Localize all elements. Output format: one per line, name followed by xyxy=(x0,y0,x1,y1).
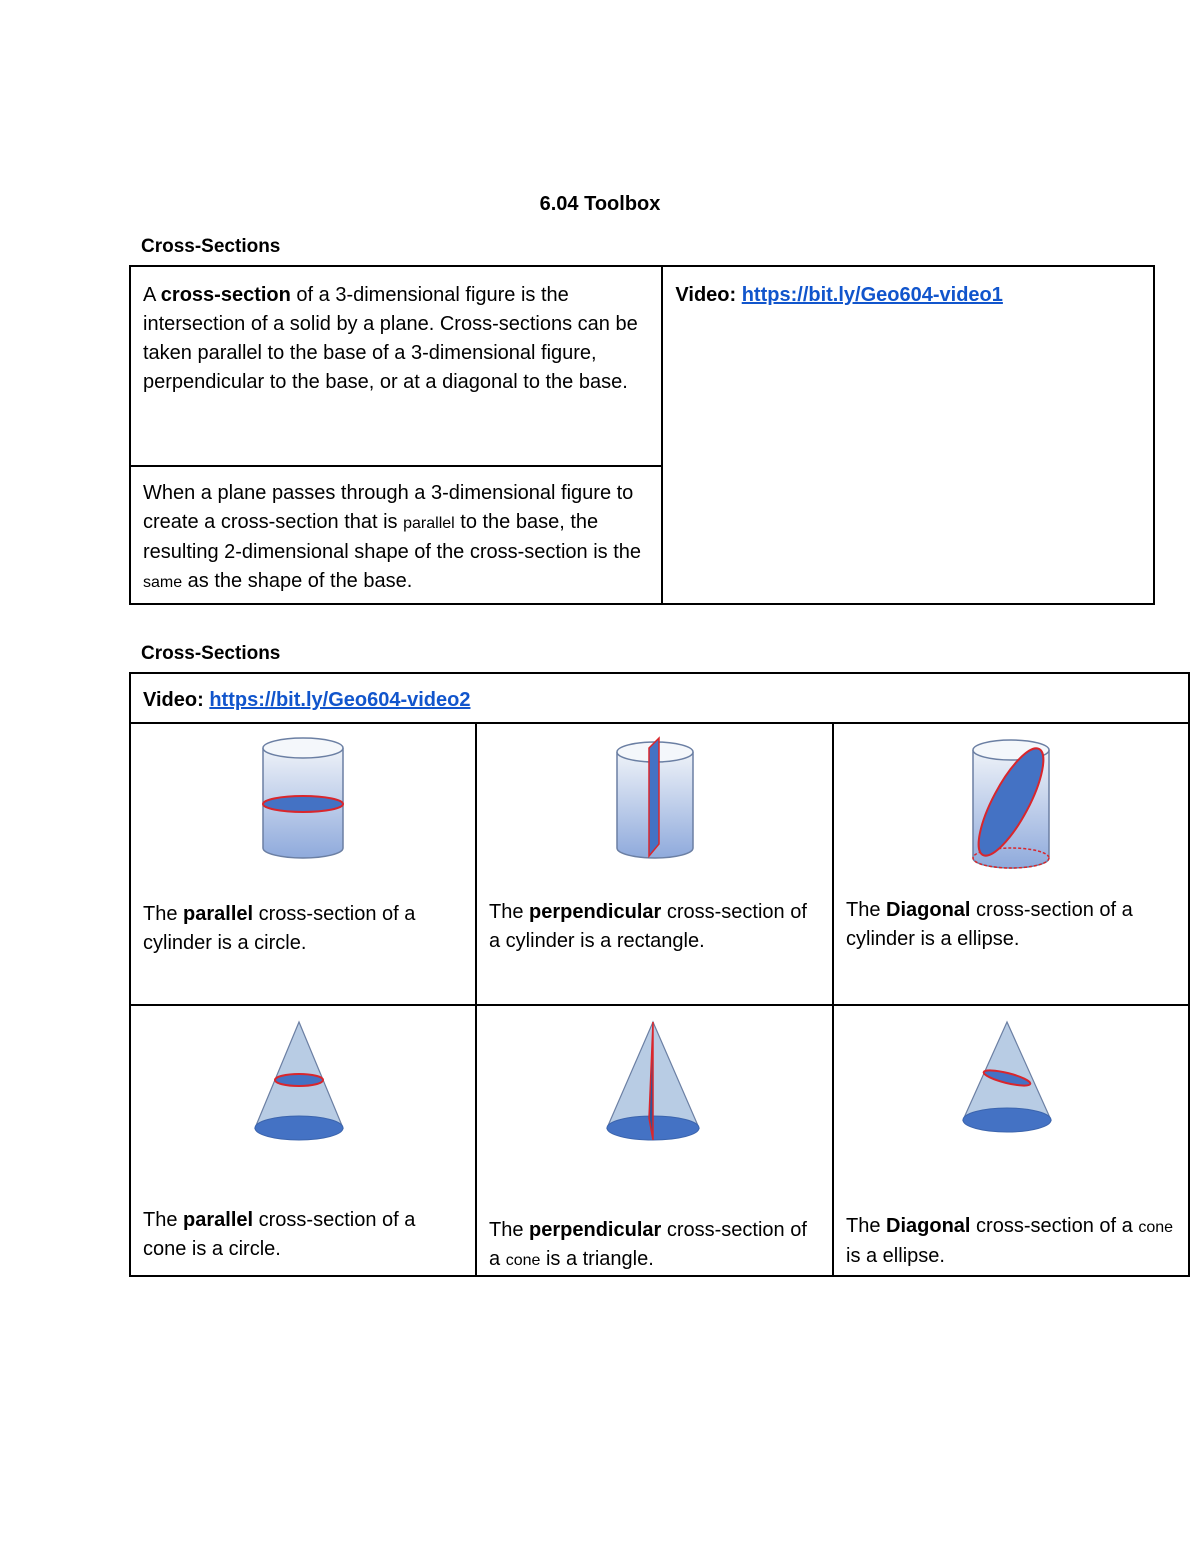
caption-5-small: cone xyxy=(505,1252,541,1269)
video1-link[interactable]: https://bit.ly/Geo604-video1 xyxy=(741,284,1003,306)
cone-parallel-figure xyxy=(253,1018,353,1148)
caption-6-pre: The xyxy=(846,1215,887,1237)
video1-label: Video: xyxy=(675,284,742,306)
section-heading-2: Cross-Sections xyxy=(141,643,281,664)
cylinder-parallel-figure xyxy=(253,736,353,866)
caption-5-post: cross-section of a xyxy=(489,1219,807,1270)
cross-section-table xyxy=(129,672,1190,1277)
cylinder-diagonal-cell xyxy=(833,723,1189,1005)
caption-4-pre: The xyxy=(143,1209,184,1231)
caption-4-post: cross-section of a cone is a circle. xyxy=(143,1209,416,1260)
caption-5-pre: The xyxy=(489,1219,530,1241)
definition-term: cross-section xyxy=(160,284,291,306)
caption-1-post: cross-section of a cylinder is a circle. xyxy=(143,903,416,954)
video2-cell xyxy=(130,673,1189,723)
statement-cell xyxy=(130,466,662,604)
caption-1-pre: The xyxy=(143,903,184,925)
video1-cell xyxy=(662,266,1154,604)
video2-label: Video: xyxy=(143,689,210,711)
caption-2-post: cross-section of a cylinder is a rectangle. xyxy=(489,901,807,952)
caption-2-pre: The xyxy=(489,901,530,923)
caption-6-post2: is a ellipse. xyxy=(846,1245,945,1267)
cone-perpendicular-cell xyxy=(476,1005,833,1276)
statement-part1: When a plane passes through a 3-dimensional figure to create a cross-section that is xyxy=(143,482,634,533)
definition-cell xyxy=(130,266,662,466)
caption-5-post2: is a triangle. xyxy=(540,1248,654,1270)
definition-text: of a 3-dimensional figure is the intersection of a solid by a plane. Cross-sections can be taken parallel to the base of a 3-dimensional figure, perpendicular to the base, or at a diagonal to the base. xyxy=(143,284,638,393)
cone-perpendicular-figure xyxy=(605,1018,705,1148)
caption-6-term: Diagonal xyxy=(886,1215,971,1237)
statement-part3: as the shape of the base. xyxy=(182,570,413,592)
statement-fill-parallel: parallel xyxy=(403,515,455,532)
cylinder-perpendicular-cell xyxy=(476,723,833,1005)
caption-6-small: cone xyxy=(1138,1219,1174,1236)
section-heading-1: Cross-Sections xyxy=(141,236,281,257)
cone-diagonal-cell xyxy=(833,1005,1189,1276)
caption-3-post: cross-section of a cylinder is a ellipse. xyxy=(846,899,1133,950)
definition-pre: A xyxy=(143,284,161,306)
page-title: 6.04 Toolbox xyxy=(539,193,661,215)
caption-6-post: cross-section of a xyxy=(970,1215,1139,1237)
caption-1-term: parallel xyxy=(183,903,254,925)
caption-4-term: parallel xyxy=(183,1209,254,1231)
caption-3-term: Diagonal xyxy=(886,899,971,921)
caption-2-term: perpendicular xyxy=(529,901,662,923)
caption-5-term: perpendicular xyxy=(529,1219,662,1241)
caption-3-pre: The xyxy=(846,899,887,921)
video2-link[interactable]: https://bit.ly/Geo604-video2 xyxy=(209,689,471,711)
cone-diagonal-figure xyxy=(961,1018,1061,1148)
cone-parallel-cell xyxy=(130,1005,476,1276)
cylinder-perpendicular-figure xyxy=(605,736,705,866)
cylinder-parallel-cell xyxy=(130,723,476,1005)
definition-table xyxy=(129,265,1155,605)
statement-fill-same: same xyxy=(143,574,183,591)
cylinder-diagonal-figure xyxy=(961,736,1061,876)
statement-part2: to the base, the resulting 2-dimensional shape of the cross-section is the xyxy=(143,511,642,563)
